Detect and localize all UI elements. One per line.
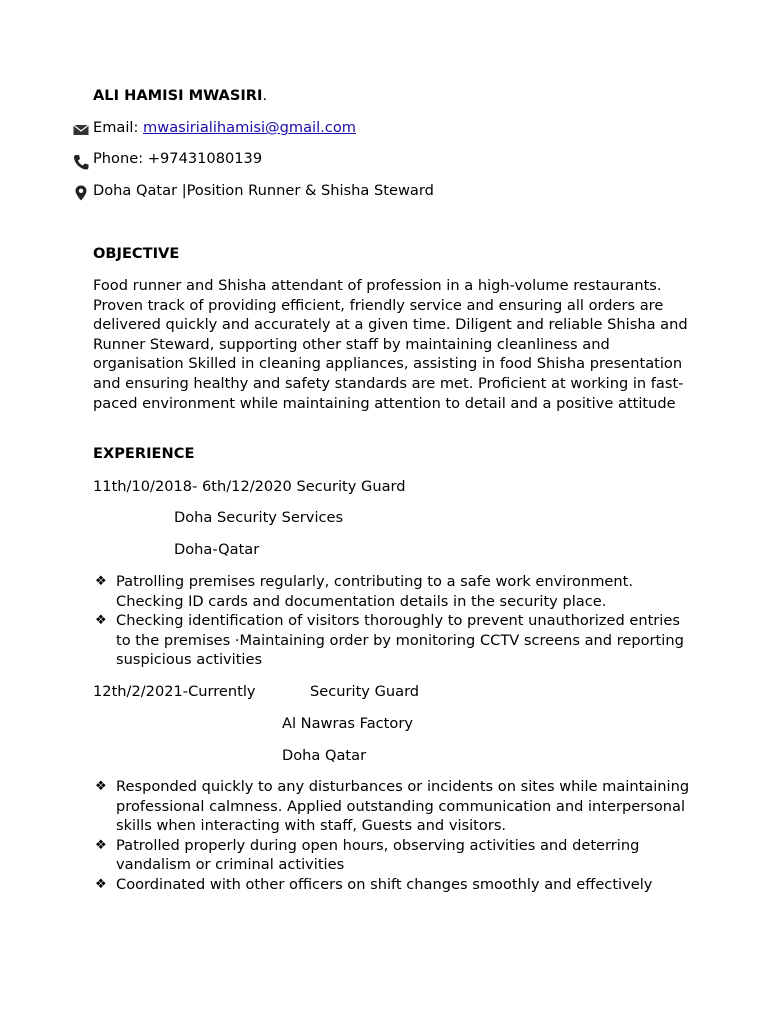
job-1-header [93, 477, 406, 497]
job-1-location: Doha-Qatar [174, 541, 260, 558]
email-label: Email: [93, 119, 144, 136]
job-2-title: Security Guard [310, 683, 420, 700]
envelope-icon [72, 121, 90, 139]
list-item [93, 875, 693, 895]
bullet-text: Patrolled properly during open hours, observing activities and deterring vandalism or criminal activities [116, 836, 640, 874]
email-line [93, 118, 356, 138]
diamond-bullet-icon: ❖ [95, 876, 107, 892]
list-item [93, 611, 693, 670]
objective-text: Food runner and Shisha attendant of profession in a high-volume restaurants. Proven track of providing efficient, friendly service and ensuring all orders are delivered quickly and accurately at a given time. Diligent and reliable Shisha and Runner Steward, supporting other staff by maintaining cleanliness and organisation Skilled in cleaning appliances, assisting in food Shisha presentation and ensuring healthy and safety standards are met. Proficient at working in fast-paced environment while maintaining attention to detail and a positive attitude [93, 277, 688, 412]
diamond-bullet-icon: ❖ [95, 779, 107, 794]
list-item [93, 572, 693, 611]
bullet-text: Patrolling premises regularly, contributing to a safe work environment. Checking ID cards and documentation details in the security place. [116, 573, 634, 610]
list-item [93, 836, 693, 875]
job-1-bullets [93, 572, 693, 670]
job-2-location: Doha Qatar [282, 747, 367, 764]
phone-label: Phone: [93, 150, 148, 167]
diamond-bullet-icon: ❖ [95, 837, 107, 853]
bullet-text: Coordinated with other officers on shift changes smoothly and effectively [116, 875, 653, 893]
job-1-company: Doha Security Services [174, 509, 344, 526]
phone-icon [72, 153, 90, 171]
phone-line [93, 149, 262, 169]
location-line: Doha Qatar |Position Runner & Shisha Steward [93, 182, 434, 199]
job-1-title: Security Guard [296, 478, 406, 495]
objective-heading: OBJECTIVE [93, 245, 180, 262]
email-link[interactable]: mwasirialihamisi@gmail.com [143, 119, 356, 136]
bullet-text: Checking identification of visitors thoroughly to prevent unauthorized entries to the premises ·Maintaining order by monitoring CCTV screens and reporting suspicious activities [116, 612, 684, 669]
job-2-company: Al Nawras Factory [282, 715, 413, 732]
candidate-name: ALI HAMISI MWASIRI. [93, 87, 268, 104]
job-2-bullets [93, 777, 693, 895]
job-2-dates: 12th/2/2021-Currently [93, 683, 256, 700]
phone-number: +97431080139 [147, 150, 263, 167]
bullet-text: Responded quickly to any disturbances or incidents on sites while maintaining professional calmness. Applied outstanding communication and interpersonal skills when interacting with staff, Guests and visitors. [116, 778, 690, 835]
job-1-dates: 11th/10/2018- 6th/12/2020 [93, 478, 292, 495]
diamond-bullet-icon: ❖ [95, 613, 107, 629]
experience-heading: EXPERIENCE [93, 445, 195, 462]
location-pin-icon [72, 184, 90, 202]
diamond-bullet-icon: ❖ [95, 574, 107, 589]
list-item [93, 777, 693, 836]
